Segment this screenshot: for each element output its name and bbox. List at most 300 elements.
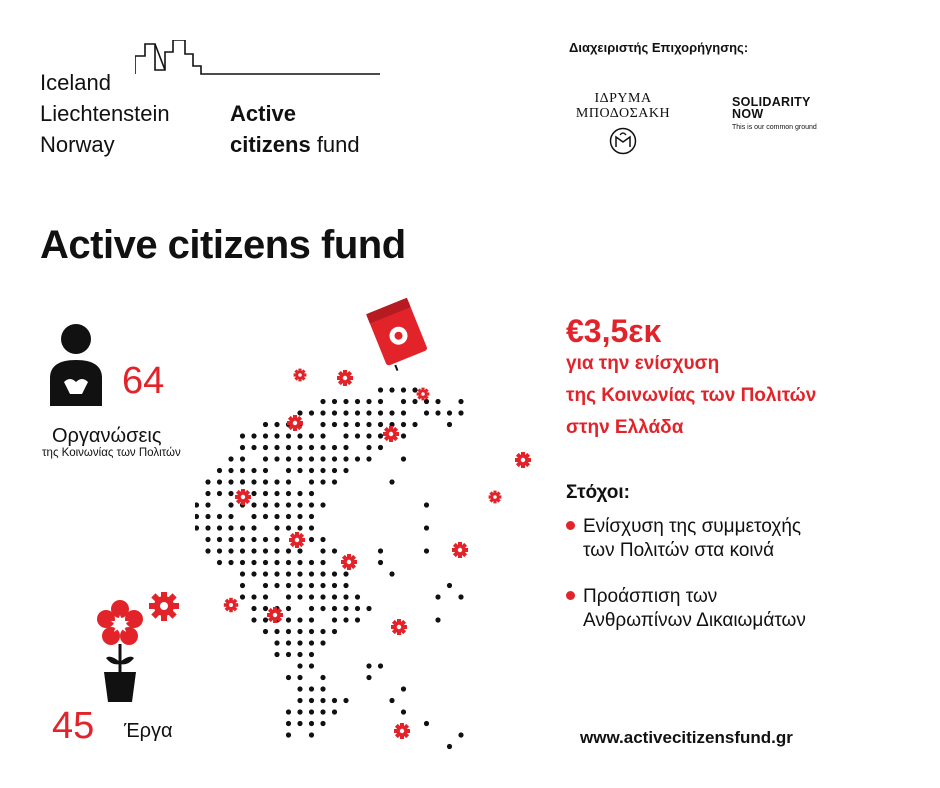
map-dot — [355, 422, 360, 427]
logo-country-liechtenstein: Liechtenstein — [40, 101, 170, 126]
map-dot — [297, 640, 302, 645]
map-dot — [309, 514, 314, 519]
goal-1-line1: Ενίσχυση της συμμετοχής — [583, 516, 802, 537]
map-dot — [332, 399, 337, 404]
map-dot — [309, 732, 314, 737]
map-dot — [320, 410, 325, 415]
map-dot — [309, 698, 314, 703]
map-dot — [228, 479, 233, 484]
map-dot — [309, 686, 314, 691]
map-dot — [274, 560, 279, 565]
goal-2-line2: Ανθρωπίνων Δικαιωμάτων — [583, 610, 806, 631]
map-dot — [217, 491, 222, 496]
map-dot — [240, 456, 245, 461]
map-dot — [251, 594, 256, 599]
map-dot — [389, 387, 394, 392]
map-dot — [195, 514, 199, 519]
map-dot — [343, 606, 348, 611]
funding-desc-line3: στην Ελλάδα — [566, 417, 684, 438]
map-dot — [251, 560, 256, 565]
map-dot — [332, 479, 337, 484]
map-dot — [297, 560, 302, 565]
map-dot — [274, 514, 279, 519]
map-dot — [263, 594, 268, 599]
gear-icon — [267, 607, 283, 623]
map-dot — [217, 537, 222, 542]
map-dot — [366, 433, 371, 438]
map-dot — [263, 468, 268, 473]
map-dot — [424, 410, 429, 415]
map-dot — [286, 583, 291, 588]
gear-icon — [417, 388, 430, 401]
map-dot — [309, 445, 314, 450]
map-dot — [217, 548, 222, 553]
map-dot — [286, 732, 291, 737]
map-dot — [228, 548, 233, 553]
map-dot — [286, 548, 291, 553]
map-dot — [447, 422, 452, 427]
map-dot — [424, 399, 429, 404]
map-dot — [332, 698, 337, 703]
map-dot — [435, 399, 440, 404]
map-dot — [240, 433, 245, 438]
map-dot — [240, 583, 245, 588]
map-dot — [274, 537, 279, 542]
map-dot — [286, 721, 291, 726]
greece-dot-map — [195, 290, 540, 750]
gear-icon — [235, 489, 251, 505]
map-dot — [240, 560, 245, 565]
map-dot — [286, 709, 291, 714]
map-dot — [424, 721, 429, 726]
map-dot — [309, 560, 314, 565]
map-dot — [217, 479, 222, 484]
map-dot — [320, 548, 325, 553]
map-dot — [286, 479, 291, 484]
map-dot — [401, 709, 406, 714]
map-dot — [320, 606, 325, 611]
bullet-icon — [566, 521, 575, 530]
map-dot — [263, 502, 268, 507]
map-dot — [263, 422, 268, 427]
map-dot — [274, 640, 279, 645]
map-dot — [401, 387, 406, 392]
map-dot — [355, 433, 360, 438]
logo-fund-citizens-bold: citizens — [230, 132, 311, 157]
gear-icon — [383, 426, 399, 442]
map-dot — [274, 433, 279, 438]
map-dot — [378, 433, 383, 438]
map-dot — [205, 479, 210, 484]
map-dot — [309, 410, 314, 415]
map-dot — [228, 514, 233, 519]
bag-icon — [366, 298, 431, 374]
map-dot — [320, 594, 325, 599]
map-dot — [401, 433, 406, 438]
map-dot — [297, 686, 302, 691]
map-dot — [458, 410, 463, 415]
map-dot — [309, 640, 314, 645]
map-dot — [309, 606, 314, 611]
map-dot — [309, 629, 314, 634]
map-dot — [205, 548, 210, 553]
map-dot — [263, 571, 268, 576]
map-dot — [320, 468, 325, 473]
gear-icon — [515, 452, 531, 468]
map-dot — [251, 491, 256, 496]
map-dot — [297, 514, 302, 519]
map-dot — [240, 468, 245, 473]
map-dot — [297, 571, 302, 576]
map-dot — [320, 479, 325, 484]
map-dot — [297, 652, 302, 657]
map-dot — [309, 433, 314, 438]
map-dot — [286, 571, 291, 576]
logo-country-iceland: Iceland — [40, 70, 111, 95]
map-dot — [263, 479, 268, 484]
map-dot — [274, 525, 279, 530]
map-dot — [366, 606, 371, 611]
map-dot — [228, 560, 233, 565]
map-dot — [435, 594, 440, 599]
map-dot — [297, 525, 302, 530]
bodossaki-logo — [563, 91, 683, 161]
map-dot — [217, 560, 222, 565]
bullet-icon — [566, 591, 575, 600]
solidarity-tagline: This is our common ground — [732, 124, 817, 131]
map-dot — [251, 537, 256, 542]
map-dot — [297, 433, 302, 438]
person-icon — [42, 322, 110, 406]
map-dot — [286, 525, 291, 530]
map-dot — [205, 491, 210, 496]
map-dot — [309, 709, 314, 714]
map-dot — [366, 456, 371, 461]
map-dot — [228, 456, 233, 461]
map-dot — [274, 652, 279, 657]
map-dot — [309, 525, 314, 530]
map-dot — [401, 399, 406, 404]
map-dot — [251, 433, 256, 438]
map-dot — [435, 410, 440, 415]
gear-icon — [337, 370, 353, 386]
gear-icon — [391, 619, 407, 635]
map-dot — [332, 606, 337, 611]
map-dot — [274, 479, 279, 484]
map-dot — [286, 468, 291, 473]
goal-1-line2: των Πολιτών στα κοινά — [583, 540, 775, 561]
map-dot — [228, 502, 233, 507]
solidarity-now-logo — [732, 96, 842, 146]
map-dot — [286, 640, 291, 645]
logo-fund-citizens-light: fund — [310, 132, 360, 157]
map-dot — [332, 571, 337, 576]
map-dot — [366, 445, 371, 450]
map-dot — [297, 721, 302, 726]
map-dot — [240, 571, 245, 576]
organizations-label: Οργανώσεις — [52, 425, 162, 447]
map-dot — [355, 617, 360, 622]
map-dot — [332, 594, 337, 599]
map-dot — [332, 468, 337, 473]
gear-icon — [452, 542, 468, 558]
map-dot — [343, 410, 348, 415]
map-dot — [343, 456, 348, 461]
map-dot — [286, 491, 291, 496]
map-dot — [205, 537, 210, 542]
gear-icon — [394, 723, 410, 739]
map-dot — [297, 675, 302, 680]
map-dot — [378, 548, 383, 553]
map-dot — [240, 594, 245, 599]
flower-icon — [92, 592, 182, 704]
map-dot — [320, 686, 325, 691]
map-dot — [458, 732, 463, 737]
map-dot — [228, 525, 233, 530]
map-dot — [309, 652, 314, 657]
foundation-name-line2: ΜΠΟΔΟΣΑΚΗ — [575, 106, 671, 121]
map-dot — [366, 410, 371, 415]
map-dot — [251, 502, 256, 507]
map-dot — [263, 491, 268, 496]
map-dot — [297, 583, 302, 588]
map-dot — [424, 502, 429, 507]
map-dot — [343, 445, 348, 450]
map-dot — [343, 571, 348, 576]
map-dot — [286, 560, 291, 565]
map-dot — [263, 560, 268, 565]
map-dot — [228, 468, 233, 473]
map-dot — [320, 640, 325, 645]
map-dot — [332, 583, 337, 588]
map-dot — [263, 537, 268, 542]
map-dot — [412, 399, 417, 404]
organizations-sublabel: της Κοινωνίας των Πολιτών — [42, 447, 181, 459]
map-dot — [447, 410, 452, 415]
map-dot — [240, 525, 245, 530]
funding-amount: €3,5εκ — [566, 313, 662, 349]
map-dot — [378, 663, 383, 668]
map-dot — [389, 479, 394, 484]
map-dot — [286, 675, 291, 680]
map-dot — [309, 571, 314, 576]
map-dot — [263, 548, 268, 553]
map-dot — [297, 491, 302, 496]
map-dot — [343, 422, 348, 427]
map-dot — [263, 606, 268, 611]
map-dot — [251, 514, 256, 519]
map-dot — [343, 399, 348, 404]
map-dot — [240, 445, 245, 450]
map-dot — [286, 629, 291, 634]
map-dot — [309, 502, 314, 507]
map-dot — [458, 399, 463, 404]
map-dot — [378, 445, 383, 450]
map-dot — [401, 686, 406, 691]
goal-item — [566, 585, 806, 633]
map-dot — [205, 514, 210, 519]
map-dot — [251, 479, 256, 484]
map-dot — [366, 422, 371, 427]
map-dot — [297, 548, 302, 553]
map-dot — [263, 583, 268, 588]
logo-skyline-icon — [135, 40, 385, 86]
map-dot — [228, 491, 233, 496]
map-dot — [320, 537, 325, 542]
map-dot — [263, 617, 268, 622]
map-dot — [424, 548, 429, 553]
page-title: Active citizens fund — [40, 223, 406, 267]
map-dot — [378, 560, 383, 565]
map-dot — [320, 399, 325, 404]
map-dot — [332, 548, 337, 553]
map-dot — [320, 629, 325, 634]
map-dot — [274, 491, 279, 496]
map-dot — [205, 525, 210, 530]
gear-icon — [341, 554, 357, 570]
map-dot — [240, 537, 245, 542]
map-dot — [355, 456, 360, 461]
goals-title: Στόχοι: — [566, 482, 630, 503]
map-dot — [320, 709, 325, 714]
map-dot — [412, 387, 417, 392]
map-dot — [251, 548, 256, 553]
map-dot — [297, 617, 302, 622]
map-dot — [332, 445, 337, 450]
gear-icon — [287, 415, 303, 431]
map-dot — [263, 433, 268, 438]
map-dot — [228, 537, 233, 542]
map-dot — [274, 629, 279, 634]
map-dot — [286, 617, 291, 622]
map-dot — [320, 675, 325, 680]
map-dot — [343, 698, 348, 703]
map-dot — [297, 594, 302, 599]
map-dot — [343, 468, 348, 473]
funding-desc-line1: για την ενίσχυση — [566, 353, 720, 374]
map-dot — [286, 606, 291, 611]
map-dot — [332, 709, 337, 714]
logo-fund-active: Active — [230, 101, 297, 126]
map-dot — [286, 594, 291, 599]
map-dot — [447, 583, 452, 588]
map-dot — [205, 502, 210, 507]
map-dot — [378, 399, 383, 404]
map-dot — [286, 445, 291, 450]
map-dot — [389, 410, 394, 415]
goal-2-line1: Προάσπιση των — [583, 586, 718, 607]
map-dot — [217, 468, 222, 473]
map-dot — [309, 456, 314, 461]
map-dot — [343, 433, 348, 438]
map-dot — [332, 629, 337, 634]
map-dot — [217, 514, 222, 519]
map-dot — [320, 721, 325, 726]
map-dot — [320, 571, 325, 576]
map-dot — [297, 698, 302, 703]
map-dot — [251, 571, 256, 576]
map-dot — [309, 721, 314, 726]
map-dot — [332, 617, 337, 622]
map-dot — [297, 468, 302, 473]
map-dot — [217, 525, 222, 530]
projects-label: Έργα — [124, 720, 173, 742]
map-dot — [332, 422, 337, 427]
map-dot — [343, 617, 348, 622]
map-dot — [251, 468, 256, 473]
map-dot — [274, 502, 279, 507]
map-dot — [355, 606, 360, 611]
map-dot — [274, 445, 279, 450]
map-dot — [458, 594, 463, 599]
map-dot — [320, 560, 325, 565]
map-dot — [286, 456, 291, 461]
map-dot — [274, 456, 279, 461]
goal-item — [566, 515, 801, 563]
map-dot — [355, 410, 360, 415]
map-dot — [366, 675, 371, 680]
map-dot — [320, 422, 325, 427]
map-dot — [309, 617, 314, 622]
map-dot — [195, 502, 199, 507]
logo-country-norway: Norway — [40, 132, 115, 157]
map-dot — [274, 583, 279, 588]
map-dot — [297, 629, 302, 634]
map-dot — [297, 445, 302, 450]
map-dot — [251, 606, 256, 611]
map-dot — [309, 583, 314, 588]
map-dot — [366, 399, 371, 404]
map-dot — [320, 698, 325, 703]
funding-desc-line2: της Κοινωνίας των Πολιτών — [566, 385, 817, 406]
map-dot — [309, 537, 314, 542]
map-dot — [240, 548, 245, 553]
map-dot — [274, 422, 279, 427]
map-dot — [332, 410, 337, 415]
map-dot — [263, 514, 268, 519]
map-dot — [297, 410, 302, 415]
map-dot — [343, 594, 348, 599]
map-dot — [286, 502, 291, 507]
map-dot — [286, 652, 291, 657]
map-dot — [297, 456, 302, 461]
website-link[interactable]: www.activecitizensfund.gr — [580, 728, 793, 747]
map-dot — [389, 698, 394, 703]
map-dot — [240, 479, 245, 484]
map-dot — [401, 410, 406, 415]
bodossaki-emblem-icon — [609, 127, 637, 155]
gear-icon — [224, 598, 238, 612]
organizations-count: 64 — [122, 360, 165, 402]
map-dot — [320, 433, 325, 438]
map-dot — [343, 583, 348, 588]
fund-logo — [40, 68, 385, 163]
map-dot — [309, 479, 314, 484]
map-dot — [320, 456, 325, 461]
map-dot — [251, 445, 256, 450]
manager-title: Διαχειριστής Επιχορήγησης: — [569, 40, 749, 55]
map-dot — [297, 502, 302, 507]
map-dot — [251, 525, 256, 530]
gear-icon — [489, 491, 502, 504]
map-dot — [435, 617, 440, 622]
solidarity-line2: NOW — [732, 107, 764, 121]
map-dot — [366, 663, 371, 668]
map-dot — [378, 422, 383, 427]
map-dot — [378, 387, 383, 392]
map-dot — [320, 583, 325, 588]
map-dot — [263, 629, 268, 634]
